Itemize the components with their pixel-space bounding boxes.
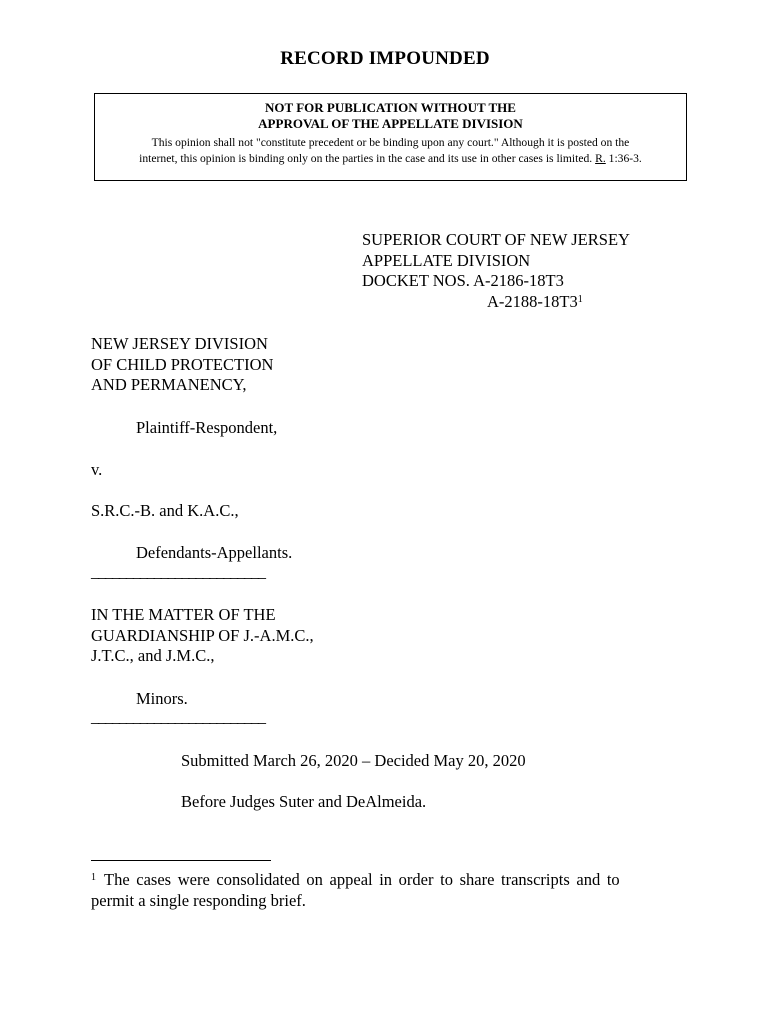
footnote-text-line1: The cases were consolidated on appeal in order to share transcripts and to [104, 870, 620, 889]
footnote-reference: 1 [577, 293, 583, 305]
footnote-line1 [91, 870, 691, 891]
matter-line1: IN THE MATTER OF THE [91, 605, 276, 624]
notice-body-line1: This opinion shall not "constitute precedent or be binding upon any court." Although it is posted on the [151, 136, 630, 149]
defendant-names: S.R.C.-B. and K.A.C., [91, 501, 239, 520]
plaintiff-name-line2: OF CHILD PROTECTION [91, 354, 274, 374]
publication-notice-box [94, 93, 687, 181]
caption-separator-2: _________________________ [91, 707, 265, 726]
notice-heading-line1: NOT FOR PUBLICATION WITHOUT THE [265, 100, 516, 115]
court-division: APPELLATE DIVISION [362, 250, 531, 270]
court-caption [362, 230, 630, 312]
notice-heading-line2: APPROVAL OF THE APPELLATE DIVISION [258, 116, 523, 131]
footnote-text-line2: permit a single responding brief. [91, 890, 306, 910]
matter-line2: GUARDIANSHIP OF J.-A.M.C., [91, 625, 314, 645]
notice-body-line2-text: internet, this opinion is binding only on the parties in the case and its use in other cases is limited. [139, 152, 593, 165]
notice-body-line2 [95, 151, 686, 167]
caption-separator-1: _________________________ [91, 562, 265, 581]
court-name: SUPERIOR COURT OF NEW JERSEY [362, 230, 630, 249]
versus: v. [91, 460, 103, 479]
minors-role: Minors. [136, 689, 188, 708]
footnote-mark: 1 [91, 872, 96, 883]
judges-panel: Before Judges Suter and DeAlmeida. [181, 792, 427, 811]
plaintiff-name-line3: AND PERMANENCY, [91, 375, 247, 394]
matter-block [91, 605, 314, 667]
docket-number-second-text: A-2188-18T3 [487, 291, 578, 311]
footnote-rule [91, 860, 271, 861]
plaintiff-role: Plaintiff-Respondent, [136, 418, 278, 437]
court-rule-reference: R. [595, 152, 606, 165]
plaintiff-name-line1: NEW JERSEY DIVISION [91, 334, 268, 353]
docket-number-second [362, 292, 630, 313]
court-rule-number: 1:36-3. [608, 152, 642, 165]
plaintiff-block [91, 334, 273, 396]
defendant-role: Defendants-Appellants. [136, 543, 293, 562]
submission-dates: Submitted March 26, 2020 – Decided May 20, 2020 [181, 751, 526, 770]
notice-body [95, 135, 686, 167]
footnote [91, 870, 691, 911]
docket-numbers: DOCKET NOS. A-2186-18T3 [362, 271, 564, 290]
matter-line3: J.T.C., and J.M.C., [91, 646, 215, 665]
record-impounded-title: RECORD IMPOUNDED [280, 48, 490, 69]
